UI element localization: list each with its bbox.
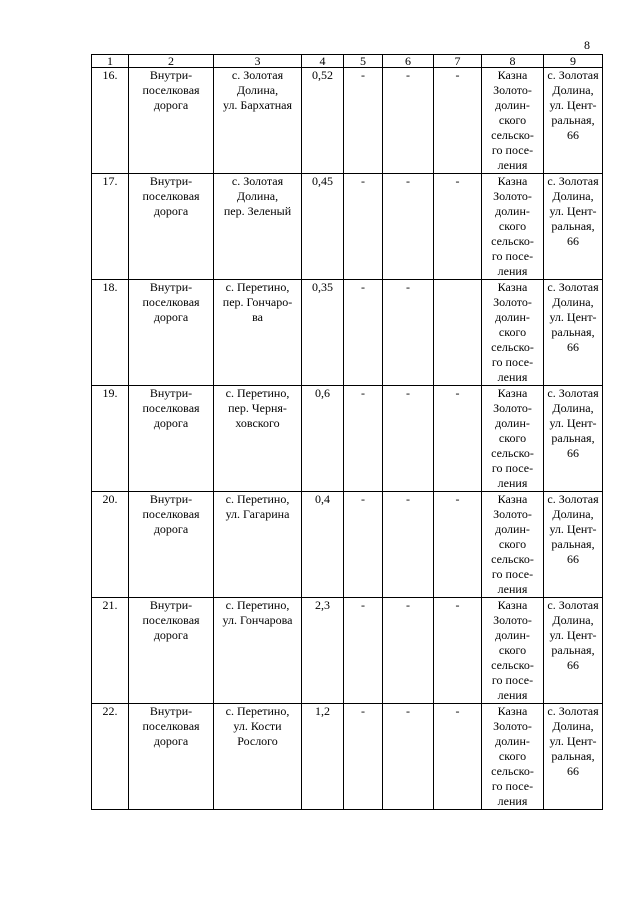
cell-col5: - xyxy=(344,68,383,174)
cell-col6: - xyxy=(383,280,434,386)
cell-col5: - xyxy=(344,386,383,492)
row-number: 19. xyxy=(92,386,129,492)
owner: Казна Золото- долин- ского сельско- го посе- ления xyxy=(482,68,544,174)
road-registry-table xyxy=(91,54,603,810)
holder-address: с. Золотая Долина, ул. Цент- ральная, 66 xyxy=(544,598,603,704)
column-number: 9 xyxy=(544,55,603,68)
owner: Казна Золото- долин- ского сельско- го посе- ления xyxy=(482,280,544,386)
object-type: Внутри- поселковая дорога xyxy=(129,492,214,598)
object-address: с. Перетино, ул. Гагарина xyxy=(214,492,302,598)
cell-col5: - xyxy=(344,598,383,704)
holder-address: с. Золотая Долина, ул. Цент- ральная, 66 xyxy=(544,280,603,386)
cell-col7 xyxy=(434,280,482,386)
column-number: 3 xyxy=(214,55,302,68)
column-number: 7 xyxy=(434,55,482,68)
column-number: 4 xyxy=(302,55,344,68)
row-number: 17. xyxy=(92,174,129,280)
road-length: 0,45 xyxy=(302,174,344,280)
object-address: с. Перетино, пер. Черня- ховского xyxy=(214,386,302,492)
row-number: 18. xyxy=(92,280,129,386)
cell-col6: - xyxy=(383,386,434,492)
column-number: 1 xyxy=(92,55,129,68)
cell-col6: - xyxy=(383,174,434,280)
object-address: с. Золотая Долина, ул. Бархатная xyxy=(214,68,302,174)
column-number: 2 xyxy=(129,55,214,68)
object-address: с. Перетино, ул. Кости Рослого xyxy=(214,704,302,810)
holder-address: с. Золотая Долина, ул. Цент- ральная, 66 xyxy=(544,68,603,174)
table-row xyxy=(92,598,603,704)
holder-address: с. Золотая Долина, ул. Цент- ральная, 66 xyxy=(544,174,603,280)
column-number: 5 xyxy=(344,55,383,68)
row-number: 20. xyxy=(92,492,129,598)
cell-col5: - xyxy=(344,704,383,810)
table-row xyxy=(92,68,603,174)
road-length: 0,35 xyxy=(302,280,344,386)
cell-col5: - xyxy=(344,280,383,386)
object-type: Внутри- поселковая дорога xyxy=(129,280,214,386)
cell-col7: - xyxy=(434,174,482,280)
cell-col7: - xyxy=(434,704,482,810)
row-number: 21. xyxy=(92,598,129,704)
holder-address: с. Золотая Долина, ул. Цент- ральная, 66 xyxy=(544,492,603,598)
object-type: Внутри- поселковая дорога xyxy=(129,386,214,492)
column-number: 6 xyxy=(383,55,434,68)
road-length: 2,3 xyxy=(302,598,344,704)
row-number: 22. xyxy=(92,704,129,810)
object-type: Внутри- поселковая дорога xyxy=(129,68,214,174)
cell-col6: - xyxy=(383,68,434,174)
object-address: с. Золотая Долина, пер. Зеленый xyxy=(214,174,302,280)
cell-col7: - xyxy=(434,598,482,704)
table-body xyxy=(92,68,603,810)
table-row xyxy=(92,492,603,598)
cell-col6: - xyxy=(383,704,434,810)
object-type: Внутри- поселковая дорога xyxy=(129,174,214,280)
owner: Казна Золото- долин- ского сельско- го посе- ления xyxy=(482,598,544,704)
cell-col6: - xyxy=(383,598,434,704)
column-numbers-row xyxy=(92,55,603,68)
table-row xyxy=(92,386,603,492)
object-type: Внутри- поселковая дорога xyxy=(129,704,214,810)
object-address: с. Перетино, пер. Гончаро- ва xyxy=(214,280,302,386)
owner: Казна Золото- долин- ского сельско- го посе- ления xyxy=(482,492,544,598)
object-address: с. Перетино, ул. Гончарова xyxy=(214,598,302,704)
holder-address: с. Золотая Долина, ул. Цент- ральная, 66 xyxy=(544,386,603,492)
cell-col7: - xyxy=(434,492,482,598)
cell-col7: - xyxy=(434,386,482,492)
table-row xyxy=(92,280,603,386)
cell-col5: - xyxy=(344,492,383,598)
page-number: 8 xyxy=(584,38,590,52)
object-type: Внутри- поселковая дорога xyxy=(129,598,214,704)
table-row xyxy=(92,704,603,810)
road-length: 0,4 xyxy=(302,492,344,598)
cell-col7: - xyxy=(434,68,482,174)
holder-address: с. Золотая Долина, ул. Цент- ральная, 66 xyxy=(544,704,603,810)
owner: Казна Золото- долин- ского сельско- го посе- ления xyxy=(482,386,544,492)
road-length: 0,52 xyxy=(302,68,344,174)
cell-col5: - xyxy=(344,174,383,280)
owner: Казна Золото- долин- ского сельско- го посе- ления xyxy=(482,704,544,810)
road-length: 0,6 xyxy=(302,386,344,492)
table-row xyxy=(92,174,603,280)
cell-col6: - xyxy=(383,492,434,598)
owner: Казна Золото- долин- ского сельско- го посе- ления xyxy=(482,174,544,280)
column-number: 8 xyxy=(482,55,544,68)
row-number: 16. xyxy=(92,68,129,174)
road-length: 1,2 xyxy=(302,704,344,810)
